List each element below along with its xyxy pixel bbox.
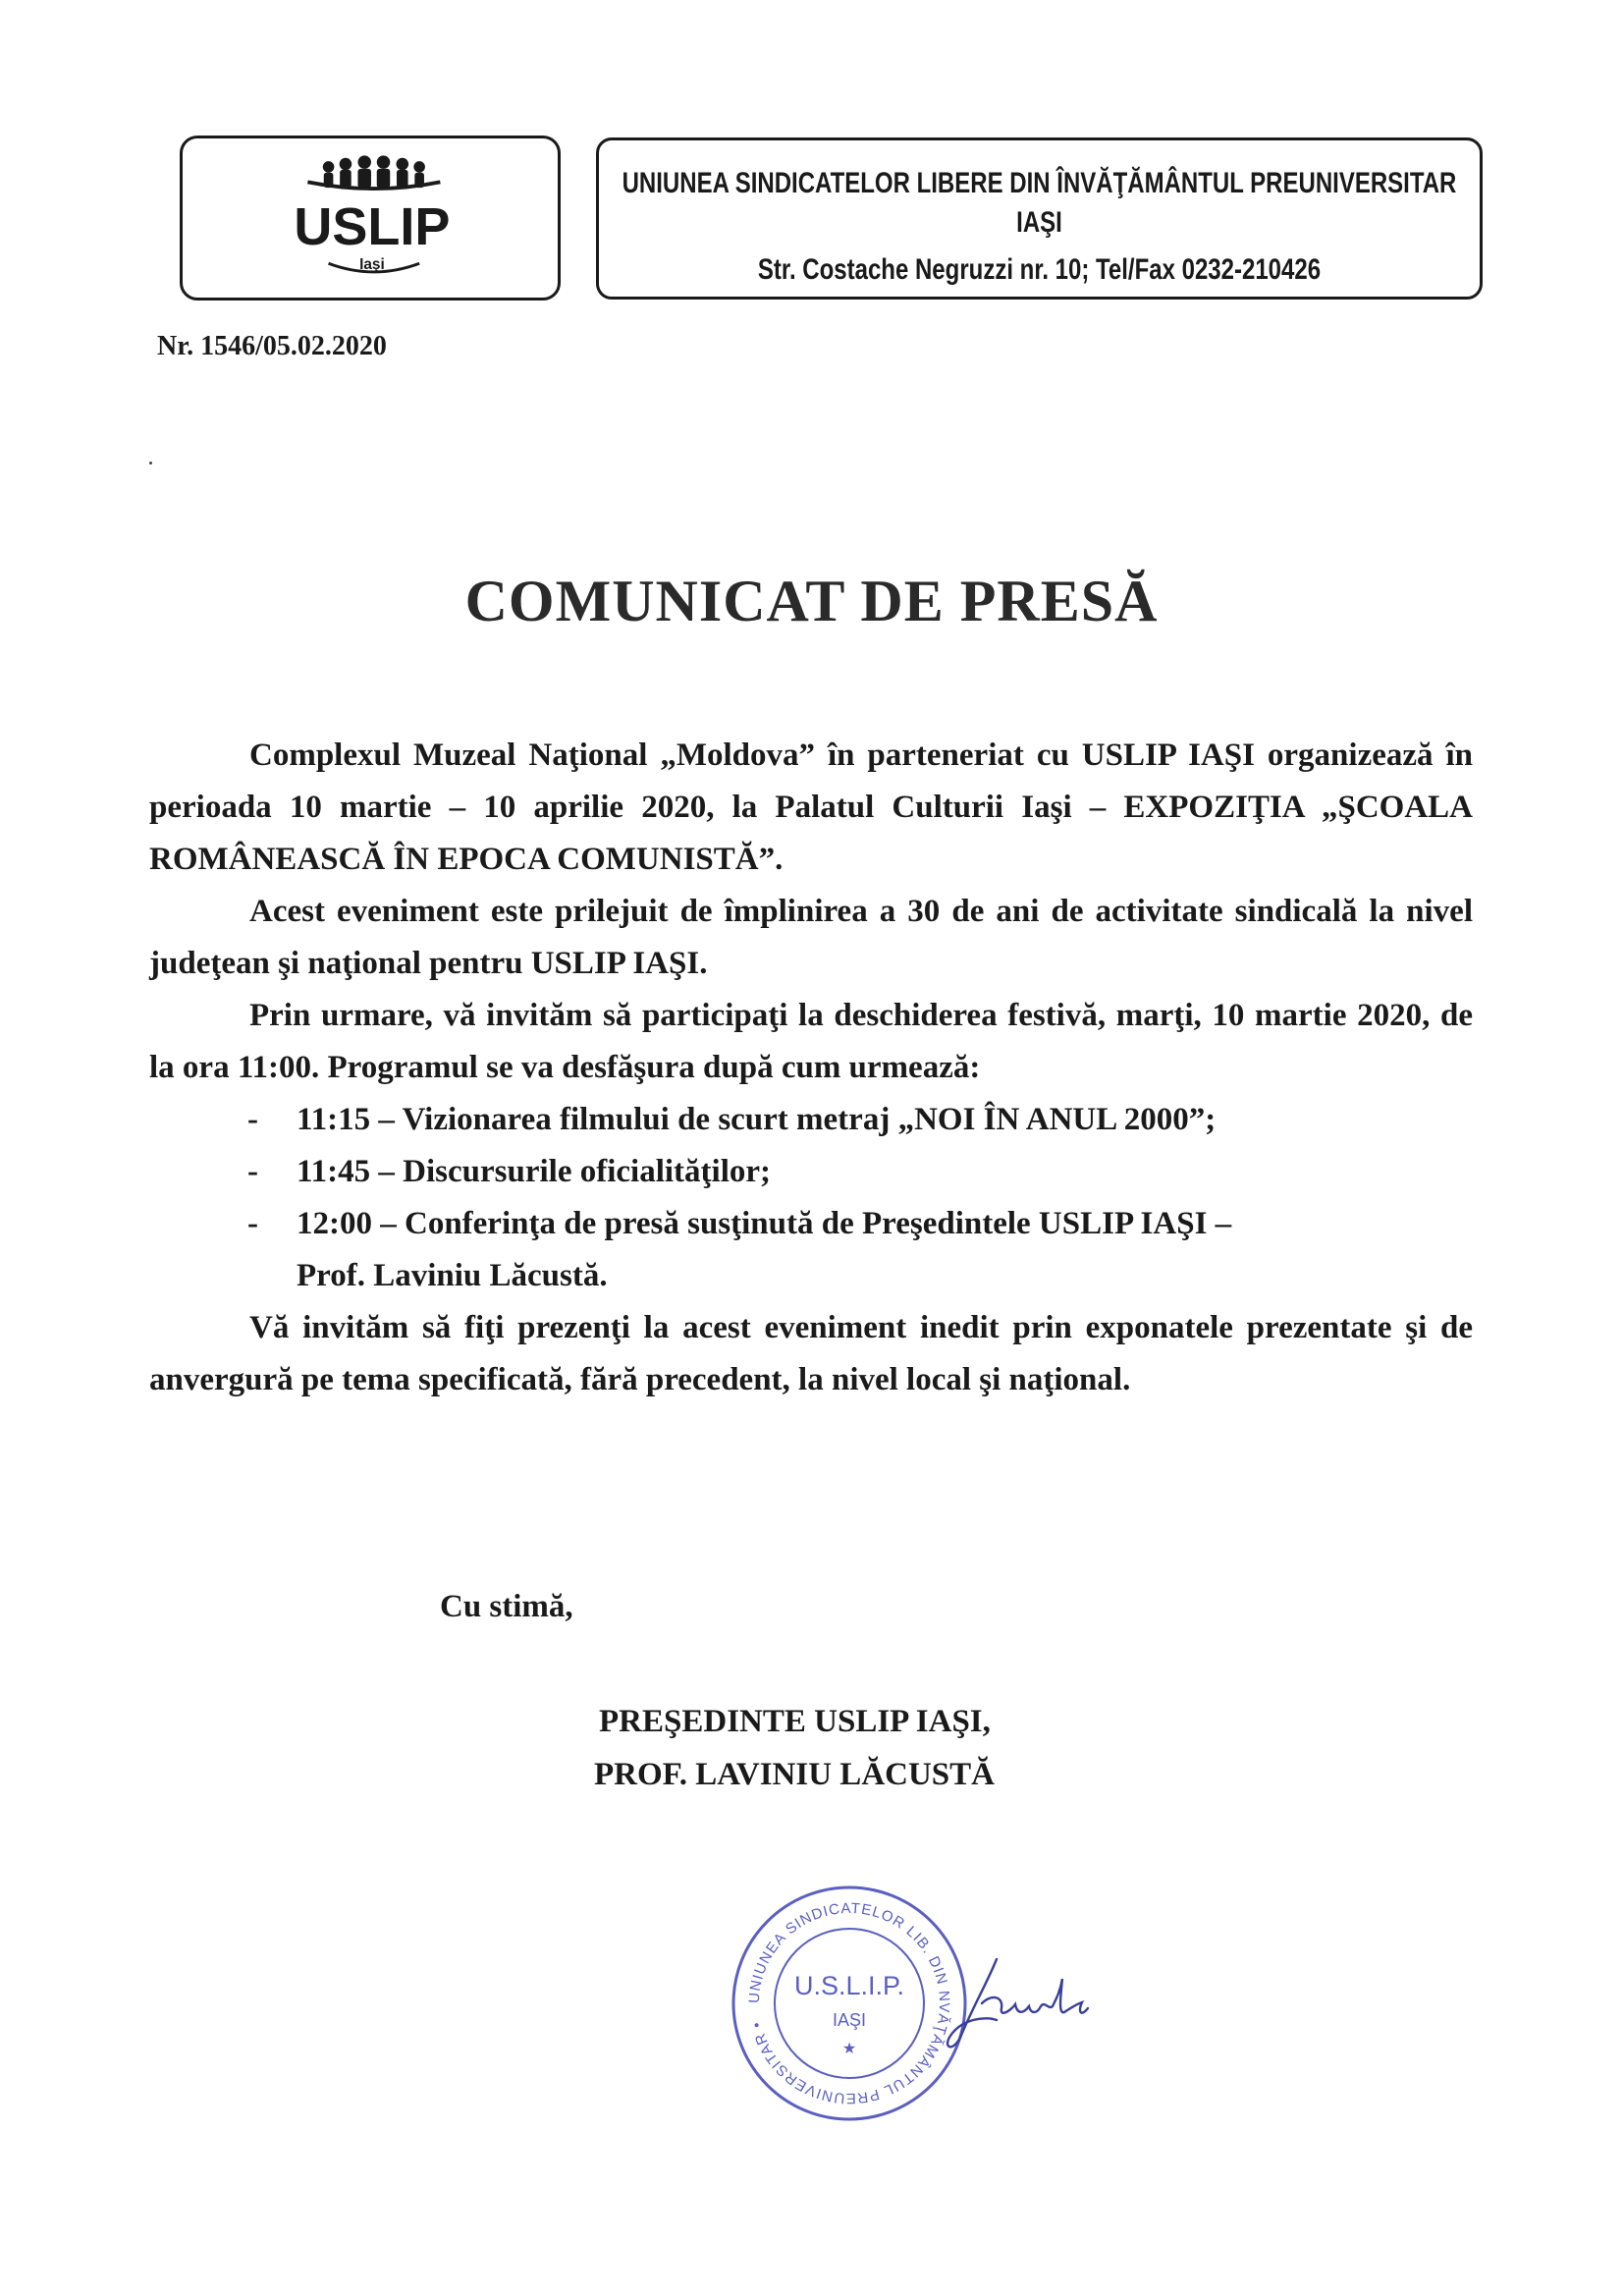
document-number: Nr. 1546/05.02.2020 <box>157 331 387 361</box>
stamp-center-text: U.S.L.I.P. <box>793 1971 905 2000</box>
official-stamp <box>727 1881 972 2126</box>
program-list <box>149 1094 1473 1302</box>
document-title: COMUNICAT DE PRESĂ <box>464 569 1159 633</box>
list-dash: - <box>247 1102 258 1137</box>
program-item-text: 11:15 – Vizionarea filmului de scurt metraj „NOI ÎN ANUL 2000”; <box>297 1102 1217 1137</box>
people-silhouettes-icon <box>323 155 425 188</box>
signatory-block <box>594 1695 996 1801</box>
paragraph-1: Complexul Muzeal Naţional „Moldova” în parteneriat cu USLIP IAŞI organizează în perioada 10 martie – 10 aprilie 2020, la Palatul Culturii Iaşi – EXPOZIŢIA „ŞCOALA ROMÂNEASCĂ ÎN EPOCA COMUNISTĂ”. <box>149 738 1473 877</box>
list-dash: - <box>247 1154 258 1189</box>
list-dash: - <box>247 1206 258 1241</box>
paragraph-2: Acest eveniment este prilejuit de împlinirea a 30 de ani de activitate sindicală la nivel judeţean şi naţional pentru USLIP IAŞI. <box>149 894 1473 981</box>
handwritten-signature <box>943 1949 1100 2057</box>
stamp-star-icon: ★ <box>841 2039 857 2057</box>
organization-header <box>596 137 1483 300</box>
organization-address: Str. Costache Negruzzi nr. 10; Tel/Fax 0232-210426 <box>757 252 1322 287</box>
signatory-role: PREŞEDINTE USLIP IAŞI, <box>599 1704 991 1739</box>
paragraph-3: Prin urmare, vă invităm să participaţi la deschiderea festivă, marţi, 10 martie 2020, de la ora 11:00. Programul se va desfăşura după cum urmează: <box>149 998 1473 1085</box>
uslip-logo <box>183 138 558 298</box>
closing-salutation: Cu stimă, <box>440 1589 573 1624</box>
stamp-city-text: IAŞI <box>832 2010 867 2030</box>
organization-city: IAŞI <box>1016 205 1062 240</box>
program-item-text: 11:45 – Discursurile oficialităţilor; <box>297 1154 771 1189</box>
signatory-name: PROF. LAVINIU LĂCUSTĂ <box>594 1757 996 1792</box>
svg-text:UNIUNEA SINDICATELOR LIB. DIN <box>746 1900 952 2106</box>
program-item <box>149 1198 1473 1302</box>
logo-text: USLIP <box>294 197 451 256</box>
logo-subtext: Iaşi <box>359 256 385 274</box>
stamp-ring-text: UNIUNEA SINDICATELOR LIB. DIN NVĂŢĂMÂNTUL PREUNIVERSITAR • <box>745 1899 953 2107</box>
uslip-logo-box <box>180 136 561 301</box>
program-item <box>149 1146 1473 1198</box>
paragraph-4: Vă invităm să fiţi prezenţi la acest eveniment inedit prin exponatele prezentate şi de anvergură pe tema specificată, fără precedent, la nivel local şi naţional. <box>149 1310 1473 1397</box>
document-body <box>149 730 1473 1406</box>
stray-dot <box>149 462 152 465</box>
program-item <box>149 1094 1473 1146</box>
organization-name: UNIUNEA SINDICATELOR LIBERE DIN ÎNVĂŢĂMÂNTUL PREUNIVERSITAR <box>622 166 1457 200</box>
program-item-continuation: Prof. Laviniu Lăcustă. <box>297 1258 608 1293</box>
stamp-outer-ring <box>733 1887 965 2119</box>
program-item-text: 12:00 – Conferinţa de presă susţinută de Preşedintele USLIP IAŞI – <box>297 1206 1232 1241</box>
